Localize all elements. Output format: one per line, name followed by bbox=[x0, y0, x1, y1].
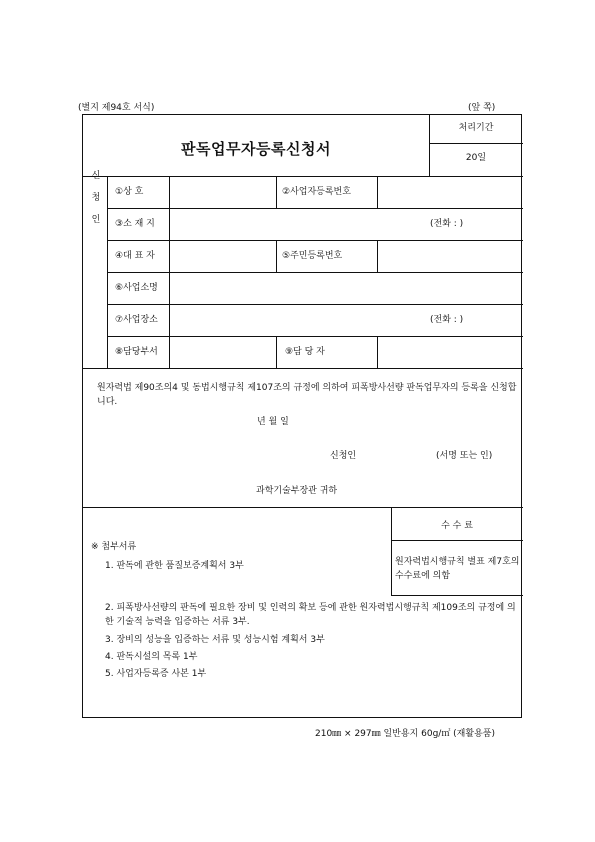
business-registration-label: ②사업자등록번호 bbox=[282, 187, 351, 197]
form-number: (별지 제94호 서식) bbox=[78, 103, 155, 113]
attachment-item: 1. 판독에 관한 품질보증계획서 3부 bbox=[105, 561, 244, 571]
address-label: ③소 재 지 bbox=[115, 219, 155, 229]
department-label: ⑧담당부서 bbox=[115, 347, 158, 357]
header-bottom-line bbox=[83, 176, 523, 177]
fee-column-line bbox=[391, 507, 392, 595]
signature-label: (서명 또는 인) bbox=[436, 451, 493, 461]
applicant-bottom-line bbox=[83, 368, 523, 369]
recipient: 과학기술부장관 귀하 bbox=[256, 486, 338, 496]
manager-label: ⑨담 당 자 bbox=[285, 347, 325, 357]
attachment-item: 5. 사업자등록증 사본 1부 bbox=[105, 669, 207, 679]
attachments-heading: ※ 첨부서류 bbox=[91, 542, 137, 552]
business-site-label: ⑦사업장소 bbox=[115, 315, 158, 325]
fee-divider bbox=[391, 540, 523, 541]
document-title: 판독업무자등록신청서 bbox=[181, 140, 331, 158]
address-phone: (전화 : ) bbox=[430, 219, 464, 229]
attachment-item: 2. 피폭방사선량의 판독에 필요한 장비 및 인력의 확보 등에 관한 원자력법시행규칙 제109조의 규정에 의한 기술적 능력을 입증하는 서류 3부. bbox=[105, 603, 516, 627]
attachment-item: 3. 장비의 성능을 입증하는 서류 및 성능시험 계획서 3부 bbox=[105, 635, 325, 645]
processing-period-label: 처리기간 bbox=[458, 123, 494, 133]
applicant-vertical-label: 신 청 인 bbox=[91, 171, 101, 225]
attachments-top-line bbox=[83, 507, 523, 508]
label-column-line bbox=[169, 176, 170, 368]
paper-specification: 210㎜ × 297㎜ 일반용지 60g/㎡ (재활용품) bbox=[315, 729, 495, 739]
applicant-label: 신청인 bbox=[330, 451, 357, 461]
fee-bottom-line bbox=[391, 595, 523, 596]
business-name-label: ①상 호 bbox=[115, 187, 144, 197]
fee-text: 원자력법시행규칙 별표 제7호의 수수료에 의함 bbox=[395, 557, 520, 581]
application-date: 년 월 일 bbox=[257, 417, 289, 427]
attachment-item: 4. 판독시설의 목록 1부 bbox=[105, 652, 198, 662]
processing-divider bbox=[429, 143, 523, 144]
site-phone: (전화 : ) bbox=[430, 315, 464, 325]
office-name-label: ⑥사업소명 bbox=[115, 283, 158, 293]
resident-number-label: ⑤주민등록번호 bbox=[282, 251, 343, 261]
application-form bbox=[82, 114, 522, 718]
processing-period-value: 20일 bbox=[465, 153, 487, 163]
representative-label: ④대 표 자 bbox=[115, 251, 155, 261]
application-statement: 원자력법 제90조의4 및 동법시행규칙 제107조의 규정에 의하여 피폭방사선량 판독업무자의 등록을 신청합니다. bbox=[97, 383, 517, 407]
fee-title: 수 수 료 bbox=[441, 521, 473, 531]
page-side: (앞 쪽) bbox=[468, 103, 496, 113]
